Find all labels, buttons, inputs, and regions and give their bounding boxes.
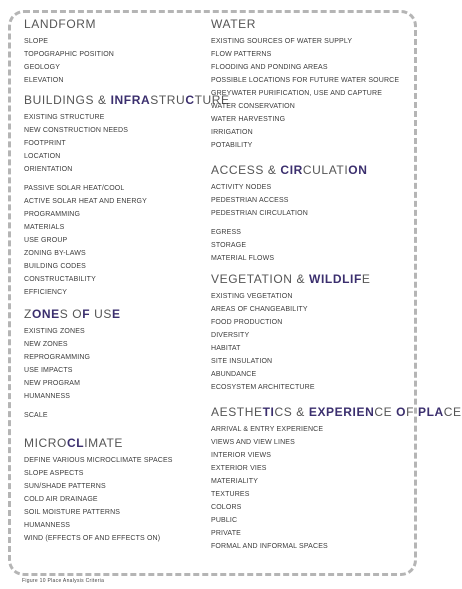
- heading-part: WILDLIF: [309, 272, 362, 286]
- section: [211, 272, 371, 394]
- criteria-item: WIND (EFFECTS OF AND EFFECTS ON): [24, 535, 161, 542]
- criteria-item: GREYWATER PURIFICATION, USE AND CAPTURE: [211, 90, 383, 97]
- section-heading: [211, 405, 462, 420]
- criteria-item: WATER HARVESTING: [211, 116, 286, 123]
- criteria-item: MATERIALITY: [211, 478, 259, 485]
- heading-part: CE: [374, 405, 397, 419]
- heading-part: IMATE: [84, 436, 123, 450]
- criteria-item: IRRIGATION: [211, 129, 253, 136]
- criteria-item: EXISTING SOURCES OF WATER SUPPLY: [211, 38, 353, 45]
- criteria-item: SUN/SHADE PATTERNS: [24, 483, 106, 490]
- criteria-item: NEW ZONES: [24, 341, 68, 348]
- criteria-item: SCALE: [24, 412, 48, 419]
- section-heading: [211, 163, 367, 178]
- criteria-item: STORAGE: [211, 242, 247, 249]
- criteria-item: AREAS OF CHANGEABILITY: [211, 306, 308, 313]
- section: [211, 405, 462, 553]
- criteria-item: FLOW PATTERNS: [211, 51, 272, 58]
- heading-part: F: [82, 307, 95, 321]
- criteria-item: TOPOGRAPHIC POSITION: [24, 51, 114, 58]
- heading-part: VEGETATION &: [211, 272, 310, 286]
- criteria-item: POSSIBLE LOCATIONS FOR FUTURE WATER SOURCE: [211, 77, 400, 84]
- heading-part: WATER: [211, 17, 256, 31]
- criteria-item: GEOLOGY: [24, 64, 61, 71]
- criteria-item: ELEVATION: [24, 77, 64, 84]
- criteria-item: EXISTING STRUCTURE: [24, 114, 105, 121]
- criteria-item: PRIVATE: [211, 530, 241, 537]
- criteria-item: FOOD PRODUCTION: [211, 319, 283, 326]
- section-heading: [24, 93, 230, 108]
- heading-part: EXPERIEN: [308, 405, 375, 419]
- criteria-item: ECOSYSTEM ARCHITECTURE: [211, 384, 315, 391]
- criteria-item: SITE INSULATION: [211, 358, 273, 365]
- heading-part: AESTHE: [211, 405, 263, 419]
- heading-part: PLA: [417, 405, 444, 419]
- criteria-item: COLD AIR DRAINAGE: [24, 496, 98, 503]
- heading-part: O: [396, 405, 407, 419]
- heading-part: CULATI: [302, 163, 349, 177]
- heading-part: Z: [24, 307, 32, 321]
- criteria-item: EFFICIENCY: [24, 289, 68, 296]
- criteria-item: EXTERIOR VIES: [211, 465, 267, 472]
- criteria-item: TEXTURES: [211, 491, 250, 498]
- criteria-item: ACTIVITY NODES: [211, 184, 272, 191]
- section: [24, 93, 230, 299]
- criteria-item: PEDESTRIAN ACCESS: [211, 197, 289, 204]
- section-heading: [24, 307, 121, 322]
- heading-part: TURE: [194, 93, 230, 107]
- heading-part: MICRO: [24, 436, 67, 450]
- criteria-item: BUILDING CODES: [24, 263, 86, 270]
- criteria-item: USE GROUP: [24, 237, 68, 244]
- criteria-item: SLOPE ASPECTS: [24, 470, 84, 477]
- figure-caption: Figure 10 Place Analysis Criteria: [22, 578, 105, 584]
- heading-part: C: [185, 93, 195, 107]
- criteria-item: HUMANNESS: [24, 393, 71, 400]
- criteria-item: PASSIVE SOLAR HEAT/COOL: [24, 185, 125, 192]
- heading-part: CS &: [274, 405, 309, 419]
- heading-part: US: [94, 307, 112, 321]
- criteria-item: ACTIVE SOLAR HEAT AND ENERGY: [24, 198, 147, 205]
- criteria-item: PROGRAMMING: [24, 211, 81, 218]
- criteria-item: EGRESS: [211, 229, 242, 236]
- section-heading: [24, 17, 114, 32]
- heading-part: F: [406, 405, 418, 419]
- heading-part: ON: [348, 163, 368, 177]
- section: [24, 17, 114, 87]
- criteria-item: ABUNDANCE: [211, 371, 257, 378]
- criteria-item: FOOTPRINT: [24, 140, 66, 147]
- criteria-item: MATERIALS: [24, 224, 65, 231]
- criteria-item: NEW PROGRAM: [24, 380, 81, 387]
- heading-part: CE: [443, 405, 462, 419]
- criteria-item: DIVERSITY: [211, 332, 250, 339]
- heading-part: STRU: [150, 93, 186, 107]
- section: [211, 163, 367, 265]
- criteria-item: CONSTRUCTABILITY: [24, 276, 96, 283]
- criteria-item: MATERIAL FLOWS: [211, 255, 275, 262]
- criteria-item: VIEWS AND VIEW LINES: [211, 439, 295, 446]
- heading-part: INFRA: [110, 93, 151, 107]
- criteria-item: DEFINE VARIOUS MICROCLIMATE SPACES: [24, 457, 173, 464]
- heading-part: TI: [262, 405, 275, 419]
- criteria-item: LOCATION: [24, 153, 61, 160]
- heading-part: E: [361, 272, 371, 286]
- criteria-item: PUBLIC: [211, 517, 238, 524]
- criteria-item: ORIENTATION: [24, 166, 73, 173]
- criteria-item: WATER CONSERVATION: [211, 103, 295, 110]
- criteria-item: FORMAL AND INFORMAL SPACES: [211, 543, 328, 550]
- heading-part: ONE: [31, 307, 60, 321]
- criteria-item: SOIL MOISTURE PATTERNS: [24, 509, 121, 516]
- criteria-item: ZONING BY-LAWS: [24, 250, 86, 257]
- criteria-item: INTERIOR VIEWS: [211, 452, 272, 459]
- heading-part: CL: [67, 436, 85, 450]
- criteria-item: NEW CONSTRUCTION NEEDS: [24, 127, 129, 134]
- heading-part: ACCESS &: [211, 163, 281, 177]
- criteria-item: USE IMPACTS: [24, 367, 73, 374]
- heading-part: S O: [59, 307, 83, 321]
- section-heading: [211, 17, 399, 32]
- criteria-item: PEDESTRIAN CIRCULATION: [211, 210, 308, 217]
- criteria-item: FLOODING AND PONDING AREAS: [211, 64, 328, 71]
- section: [211, 17, 399, 152]
- criteria-item: COLORS: [211, 504, 242, 511]
- section-heading: [24, 436, 173, 451]
- heading-part: CIR: [280, 163, 303, 177]
- section: [24, 436, 173, 545]
- criteria-item: ARRIVAL & ENTRY EXPERIENCE: [211, 426, 324, 433]
- heading-part: E: [111, 307, 121, 321]
- criteria-item: EXISTING VEGETATION: [211, 293, 293, 300]
- heading-part: BUILDINGS &: [24, 93, 111, 107]
- heading-part: LANDFORM: [24, 17, 97, 31]
- section-heading: [211, 272, 371, 287]
- criteria-item: POTABILITY: [211, 142, 253, 149]
- criteria-item: EXISTING ZONES: [24, 328, 85, 335]
- criteria-item: SLOPE: [24, 38, 49, 45]
- criteria-item: HUMANNESS: [24, 522, 71, 529]
- criteria-item: REPROGRAMMING: [24, 354, 91, 361]
- section: [24, 307, 121, 422]
- criteria-item: HABITAT: [211, 345, 241, 352]
